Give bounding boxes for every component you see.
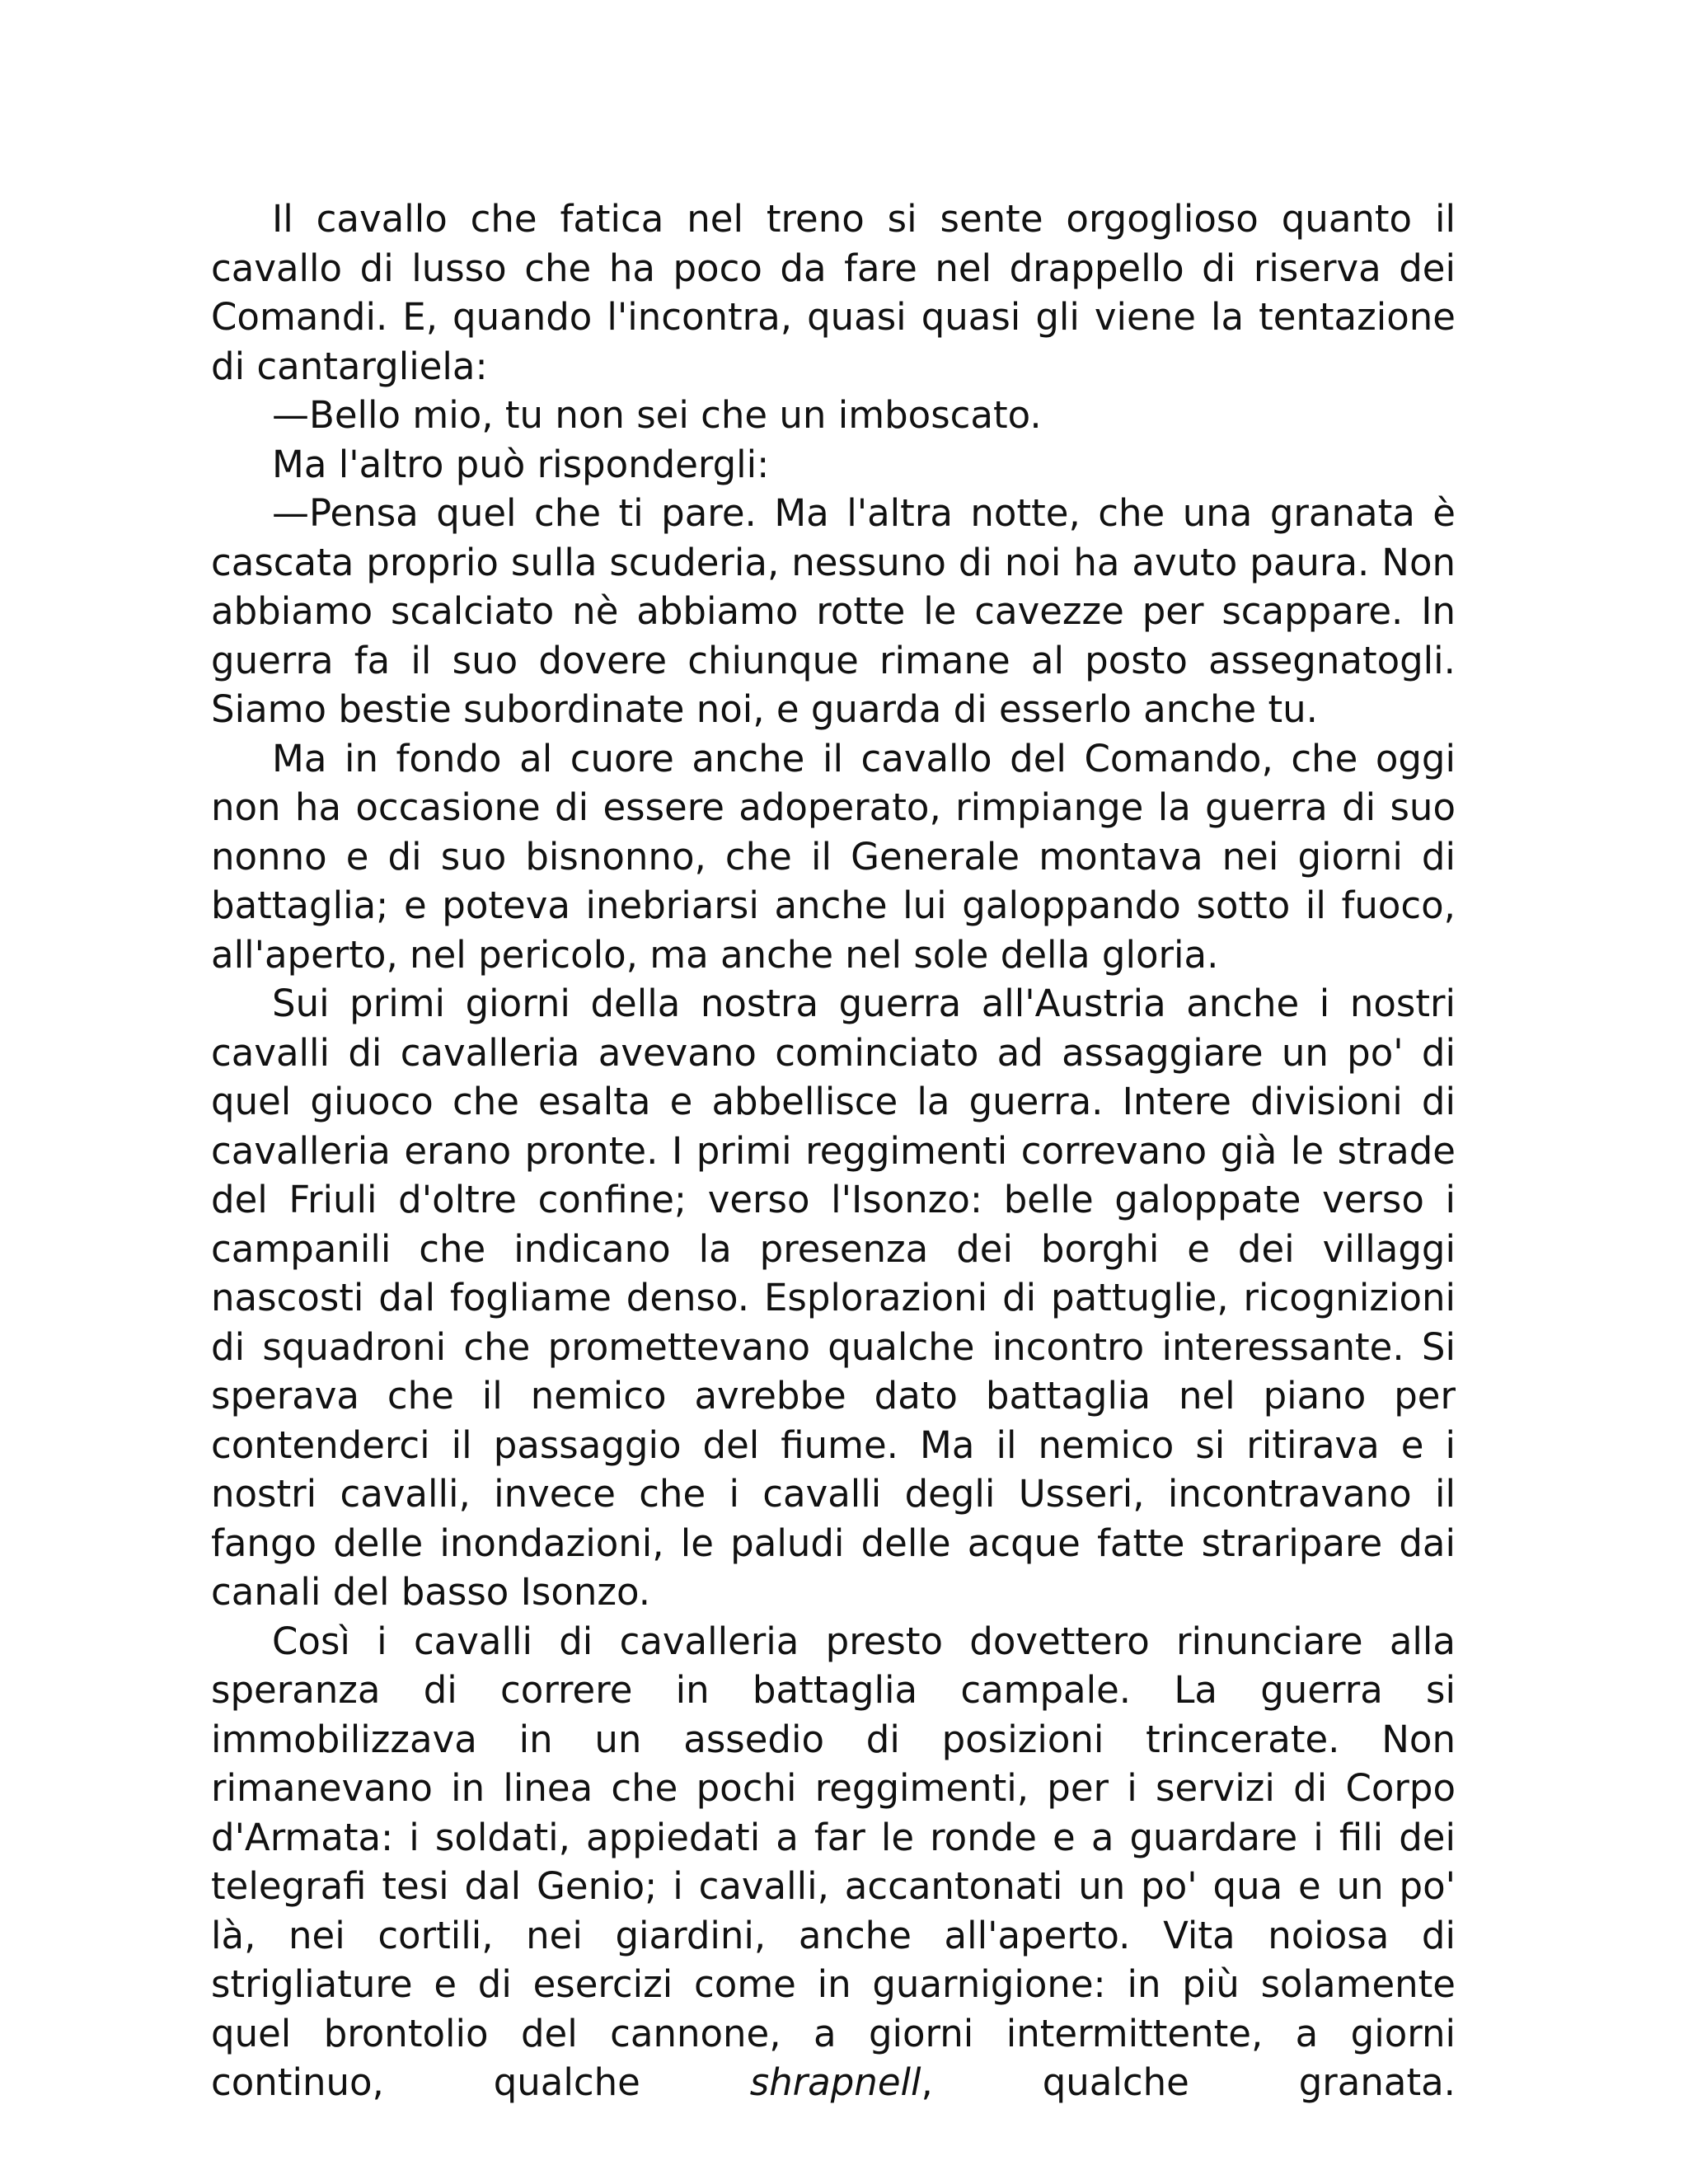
italic-term: shrapnell: [749, 2060, 921, 2104]
paragraph: Sui primi giorni della nostra guerra all'Austria anche i nostri cavalli di cavalleria avevano cominciato ad assaggiare un po' di quel giuoco che esalta e abbellisce la guerra. Intere divisioni di cavalleria erano pronte. I primi reggimenti correvano già le strade del Friuli d'oltre confine; verso l'Isonzo: belle galoppate verso i campanili che indicano la presenza dei borghi e dei villaggi nascosti dal fogliame denso. Esplorazioni di pattuglie, ricognizioni di squadroni che promettevano qualche incontro interessante. Si sperava che il nemico avrebbe dato battaglia nel piano per contenderci il passaggio del fiume. Ma il nemico si ritirava e i nostri cavalli, invece che i cavalli degli Usseri, incontravano il fango delle inondazioni, le paludi delle acque fatte straripare dai canali del basso Isonzo.: [211, 982, 1456, 1614]
paragraph: Il cavallo che fatica nel treno si sente orgoglioso quanto il cavallo di lusso che ha poco da fare nel drappello di riserva dei Comandi. E, quando l'incontra, quasi quasi gli viene la tentazione di cantargliela:: [211, 197, 1456, 388]
paragraph: Ma l'altro può rispondergli:: [272, 442, 770, 486]
paragraph-text: , qualche granata.: [921, 2060, 1456, 2104]
paragraph: —Bello mio, tu non sei che un imboscato.: [272, 393, 1042, 437]
paragraph: Ma in fondo al cuore anche il cavallo del Comando, che oggi non ha occasione di essere adoperato, rimpiange la guerra di suo nonno e di suo bisnonno, che il Generale montava nei giorni di battaglia; e poteva inebriarsi anche lui galoppando sotto il fuoco, all'aperto, nel pericolo, ma anche nel sole della gloria.: [211, 736, 1456, 977]
paragraph-text: Così i cavalli di cavalleria presto dovettero rinunciare alla speranza di correre in battaglia campale. La guerra si immobilizzava in un assedio di posizioni trincerate. Non rimanevano in linea che pochi reggimenti, per i servizi di Corpo d'Armata: i soldati, appiedati a far le ronde e a guardare i fili dei telegrafi tesi dal Genio; i cavalli, accantonati un po' qua e un po' là, nei cortili, nei giardini, anche all'aperto. Vita noiosa di strigliature e di esercizi come in guarnigione: in più solamente quel brontolio del cannone, a giorni intermittente, a giorni continuo, qualche: [211, 1619, 1456, 2104]
document-page: [211, 194, 1456, 2107]
paragraph-last: [211, 1617, 1456, 2107]
paragraph: —Pensa quel che ti pare. Ma l'altra notte, che una granata è cascata proprio sulla scuderia, nessuno di noi ha avuto paura. Non abbiamo scalciato nè abbiamo rotte le cavezze per scappare. In guerra fa il suo dovere chiunque rimane al posto assegnatogli. Siamo bestie subordinate noi, e guarda di esserlo anche tu.: [211, 491, 1456, 731]
